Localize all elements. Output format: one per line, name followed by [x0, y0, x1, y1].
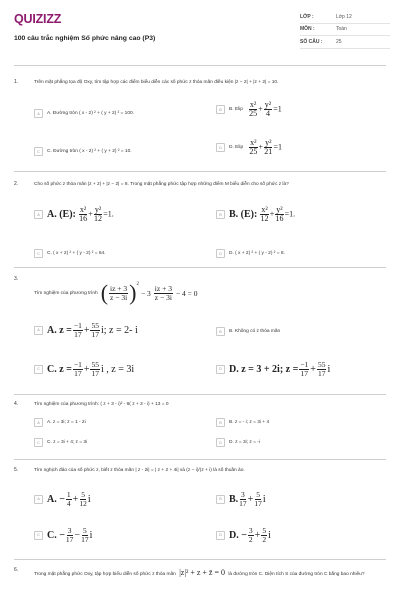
option-text: D. z = 3i; z = -i: [229, 440, 260, 445]
option-a[interactable]: [34, 109, 134, 118]
option-c[interactable]: [34, 438, 87, 447]
fraction-numerator: x²: [261, 205, 268, 214]
option-expression: [229, 361, 330, 378]
meta-row-subject: [300, 24, 390, 37]
fraction-numerator: 55: [91, 360, 99, 369]
operator: +: [72, 493, 79, 505]
option-suffix: i: [262, 493, 266, 505]
divider: [14, 394, 386, 395]
divider: [14, 65, 386, 66]
fraction-numerator: x²: [250, 138, 257, 147]
option-expression: [47, 527, 92, 544]
option-expression: [229, 527, 271, 544]
fraction-denominator: 17: [81, 534, 89, 544]
fraction-numerator: 1: [66, 490, 71, 499]
fraction-numerator: y²: [264, 100, 272, 109]
option-suffix: i: [89, 529, 93, 541]
equation-term: − 4 = 0: [175, 288, 198, 298]
meta-row-count: [300, 36, 390, 49]
question-number: 2.: [14, 181, 19, 187]
equation-rhs: =1: [273, 104, 282, 114]
fraction-denominator: z − 3i: [110, 292, 128, 302]
option-letter-badge: D: [216, 531, 225, 540]
option-letter-badge: A: [34, 418, 43, 427]
fraction-numerator: x²: [79, 205, 87, 214]
option-letter-badge: B: [216, 495, 225, 504]
question-number: 4.: [14, 401, 19, 407]
option-prefix: D. −: [229, 529, 247, 541]
option-prefix: A. −: [47, 493, 65, 505]
divider: [14, 267, 386, 268]
equation-rhs: =1: [273, 142, 282, 152]
operator: +: [254, 529, 261, 541]
option-prefix: B.: [229, 493, 239, 505]
fraction-denominator: 17: [254, 498, 262, 508]
meta-value: Toán: [336, 26, 347, 33]
question-2: [14, 181, 390, 267]
option-b[interactable]: [216, 327, 280, 336]
option-letter-badge: D: [216, 365, 225, 374]
option-c[interactable]: [34, 527, 92, 544]
option-d[interactable]: [216, 361, 330, 378]
option-letter-badge: B: [216, 418, 225, 427]
option-expression: [47, 491, 91, 508]
option-letter-badge: B: [216, 210, 225, 219]
question-equation: |z|² + z + z̄ = 0: [179, 568, 225, 577]
quizizz-logo: QUIZIZZ: [14, 12, 62, 26]
option-letter-badge: C: [34, 147, 43, 156]
option-text: B. Không có z thỏa mãn: [229, 329, 281, 334]
fraction-denominator: 17: [239, 498, 247, 508]
question-number: 1.: [14, 79, 19, 85]
option-prefix: D. z = 3 + 2i; z =: [229, 363, 299, 375]
meta-info: [300, 11, 390, 49]
option-expression: [229, 491, 266, 508]
option-suffix: i: [327, 363, 331, 375]
fraction-denominator: 17: [65, 534, 74, 544]
fraction-denominator: 4: [66, 498, 71, 508]
question-6: [14, 567, 390, 597]
option-letter-badge: A: [34, 109, 43, 118]
question-text: Tìm nghiệm của phương trình: [34, 290, 98, 296]
fraction-numerator: y²: [276, 205, 283, 214]
question-number: 5.: [14, 467, 19, 473]
option-a[interactable]: [34, 491, 91, 508]
option-letter-badge: C: [34, 365, 43, 374]
meta-row-class: [300, 11, 390, 24]
fraction-denominator: 16: [275, 214, 284, 224]
meta-key: SỐ CÂU :: [300, 38, 323, 45]
equation-rhs: =1.: [103, 209, 114, 219]
option-b[interactable]: B B. Elip $\frac{\text{x²}}{25}$ + $\frac{\text{y²}}{4}$ =1: [216, 101, 282, 119]
fraction-numerator: 3: [67, 526, 72, 535]
fraction-denominator: 17: [74, 329, 82, 339]
option-prefix: A. (E):: [47, 209, 76, 221]
option-letter-badge: A: [34, 495, 43, 504]
option-prefix: C. −: [47, 529, 65, 541]
question-text-continued: là đường tròn C. Diện tích S của đường tròn C bằng bao nhiêu?: [228, 572, 365, 577]
fraction-denominator: 25: [249, 109, 258, 119]
fraction-numerator: −1: [73, 321, 82, 330]
operator: −: [74, 529, 81, 541]
exponent: 2: [136, 282, 139, 287]
divider: [14, 459, 386, 460]
option-a[interactable]: A A. (E): $\frac{\text{x²}}{16}$ + $\frac{\text{y²}}{12}$ =1.: [34, 206, 114, 224]
option-prefix: B. (E):: [229, 209, 258, 221]
meta-value: 25: [336, 38, 342, 45]
fraction-denominator: 12: [94, 214, 103, 224]
option-letter-badge: A: [34, 326, 43, 335]
option-letter-badge: C: [34, 438, 43, 447]
question-text: Trong mặt phẳng phức Oxy, tập hợp biểu diễn số phức z thỏa mãn: [34, 572, 176, 577]
fraction-denominator: 17: [317, 368, 326, 378]
fraction-numerator: 5: [262, 526, 267, 535]
fraction-denominator: 17: [91, 329, 99, 339]
operator: +: [83, 324, 90, 336]
fraction-numerator: −1: [300, 360, 309, 369]
option-suffix: i; z = 2- i: [100, 324, 138, 336]
option-c[interactable]: [34, 249, 106, 258]
question-text: Trên mặt phẳng tọa độ Oxy, tìm tập hợp các điểm biểu diễn các số phức z thỏa mãn điều kiện |z − 2| + |z + 2| = 10.: [34, 80, 279, 85]
question-text: Tìm nghịch đảo của số phức z, biết z thỏa mãn | z - 2i| = | z + 2 + 4i| và (z − i)/(z + i) là số thuần ảo.: [34, 468, 245, 473]
operator: +: [247, 493, 254, 505]
option-b[interactable]: [216, 418, 269, 427]
option-letter-badge: C: [34, 531, 43, 540]
fraction-denominator: 17: [300, 368, 309, 378]
option-a[interactable]: [34, 418, 86, 427]
option-text: C. ( x + 2) ² + ( y - 2) ² = 64.: [47, 251, 106, 256]
fraction-denominator: 4: [266, 109, 270, 119]
option-prefix: B. Elip: [229, 107, 243, 113]
fraction-numerator: y²: [94, 205, 102, 214]
fraction-denominator: 17: [74, 368, 82, 378]
fraction-numerator: x²: [249, 100, 257, 109]
option-expression: [47, 361, 134, 378]
fraction-numerator: 5: [81, 490, 85, 499]
option-text: C. z = 3i + 4; z = 3i: [47, 440, 88, 445]
option-letter-badge: D: [216, 249, 225, 258]
fraction-denominator: 12: [260, 214, 269, 224]
fraction-numerator: y²: [265, 138, 272, 147]
option-suffix: i , z = 3i: [100, 363, 135, 375]
page-title: 100 câu trắc nghiệm Số phức nâng cao (P3): [14, 35, 156, 42]
meta-key: MÔN :: [300, 26, 315, 33]
option-letter-badge: C: [34, 249, 43, 258]
fraction-numerator: 3: [248, 526, 253, 535]
question-3: [14, 276, 390, 394]
question-number: 6.: [14, 567, 19, 573]
fraction-denominator: 21: [264, 147, 273, 157]
fraction-numerator: 55: [91, 321, 99, 330]
option-suffix: i: [268, 529, 271, 541]
fraction-numerator: iz + 3: [154, 283, 172, 293]
question-number: 3.: [14, 276, 19, 282]
option-a[interactable]: [34, 322, 138, 339]
option-text: D. ( x + 2) ² + ( y - 2) ² = 8.: [229, 251, 285, 256]
option-text: B. z = - i; z = 3i + 4: [229, 420, 270, 425]
fraction-denominator: 2: [262, 534, 267, 544]
option-letter-badge: A: [34, 210, 43, 219]
fraction-denominator: 16: [79, 214, 88, 224]
option-prefix: C. z =: [47, 363, 72, 375]
equation-rhs: =1.: [284, 209, 296, 219]
option-text: A. z = 3i; z = 1 - 2i: [47, 420, 86, 425]
fraction-numerator: 5: [82, 526, 87, 535]
option-prefix: D. Elip: [229, 145, 244, 151]
option-d[interactable]: [216, 438, 260, 447]
question-text: Cho số phức z thỏa mãn |z + 2| + |z − 2| = 8. Trong mặt phẳng phức tập hợp những điểm M biểu diễn cho số phức z là?: [34, 182, 289, 187]
question-1: [14, 79, 390, 171]
equation-term: − 3: [140, 288, 151, 298]
operator: +: [83, 363, 90, 375]
fraction-denominator: 17: [91, 368, 99, 378]
option-d[interactable]: D D. Elip $\frac{\text{x²}}{25}$ + $\frac{\text{y²}}{21}$ =1: [216, 139, 282, 157]
option-text: C. Đường tròn ( x - 2) ² + ( y + 2) ² = 10.: [47, 149, 132, 154]
divider: [14, 559, 386, 560]
option-letter-badge: B: [216, 105, 225, 114]
fraction-numerator: 5: [256, 490, 260, 499]
fraction-denominator: 25: [249, 147, 258, 157]
option-suffix: i: [87, 493, 91, 505]
meta-value: Lớp 12: [336, 13, 352, 20]
fraction-denominator: z − 3i: [154, 292, 172, 302]
fraction-numerator: 3: [241, 490, 245, 499]
fraction-numerator: −1: [73, 360, 82, 369]
divider: [14, 171, 386, 172]
option-expression: [47, 322, 138, 339]
question-equation: ( $\frac{iz + 3}{z - 3i}$ ) $^2$ − 3 $\frac{iz + 3}{z - 3i}$ − 4 = 0: [100, 280, 198, 305]
fraction-denominator: 12: [79, 498, 87, 508]
option-c[interactable]: [34, 361, 134, 378]
meta-key: LỚP :: [300, 13, 314, 20]
operator: +: [310, 363, 316, 375]
option-prefix: A. z =: [47, 324, 72, 336]
fraction-numerator: 55: [317, 360, 326, 369]
option-d[interactable]: [216, 527, 271, 544]
option-d[interactable]: [216, 249, 285, 258]
option-text: A. Đường tròn ( x - 2) ² + ( y + 2) ² = 100.: [47, 111, 134, 116]
option-letter-badge: D: [216, 438, 225, 447]
question-5: [14, 467, 390, 559]
option-letter-badge: B: [216, 327, 225, 336]
fraction-denominator: 2: [248, 534, 253, 544]
fraction-numerator: iz + 3: [110, 283, 128, 293]
option-letter-badge: D: [216, 143, 225, 152]
option-b[interactable]: B B. (E): $\frac{\text{x²}}{12}$ + $\frac{\text{y²}}{16}$ =1.: [216, 206, 295, 224]
question-4: [14, 401, 390, 461]
option-c[interactable]: [34, 147, 132, 156]
option-b[interactable]: [216, 491, 266, 508]
question-text: Tìm nghiệm của phương trình: ( z + 3 - i)² - 6( z + 3 - i) + 13 = 0: [34, 402, 169, 407]
